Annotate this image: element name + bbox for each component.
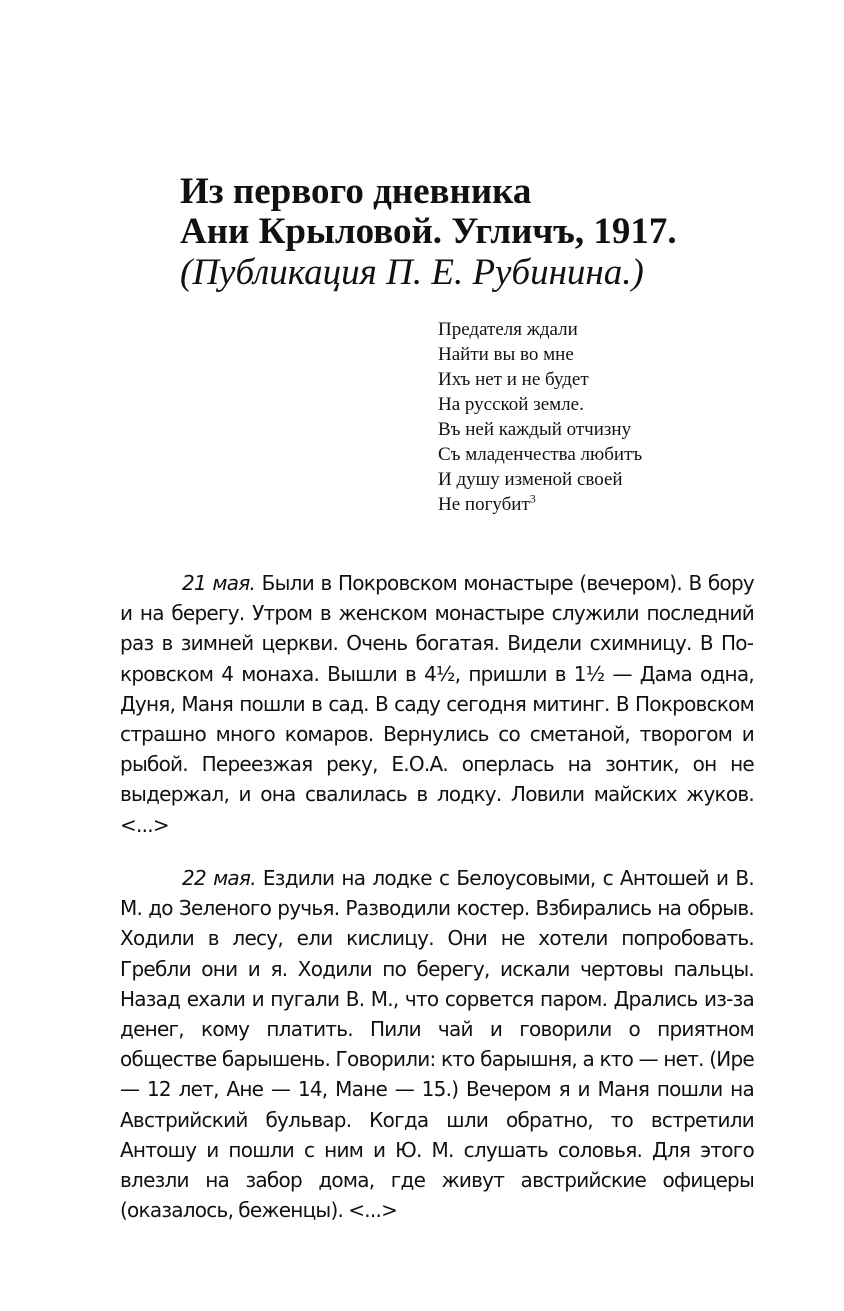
chapter-title-line-1: Из первого дневника xyxy=(180,171,532,212)
chapter-heading xyxy=(180,172,740,294)
poem-line: Съ младенчества любитъ xyxy=(438,444,643,465)
poem-line-last xyxy=(438,492,642,517)
diary-entry xyxy=(120,863,754,1225)
epigraph-poem xyxy=(438,317,642,517)
footnote-marker: 3 xyxy=(529,491,536,506)
poem-line: Предателя ждали xyxy=(438,319,578,340)
entry-date: 21 мая. xyxy=(182,571,256,595)
poem-line: И душу изменой своей xyxy=(438,469,623,490)
poem-line: Найти вы во мне xyxy=(438,344,574,365)
entry-date: 22 мая. xyxy=(182,866,256,890)
diary-entry xyxy=(120,568,754,840)
entry-text: Ездили на лодке с Белоусовыми, с Антошей и В. М. до Зеленого ручья. Разводили костер. Взбирались на обрыв. Ходили в лесу, ели кислицу. Они не хотели попробовать. Гребли они и я. Ходили по берегу, искали чертовы пальцы. Назад ехали и пугали В. М., что сорвется паром. Дрались из-за денег, кому платить. Пили чай и говорили о приятном обществе барышень. Говорили: кто барышня, а кто — нет. (Ире — 12 лет, Ане — 14, Мане — 15.) Вечером я и Маня пошли на Австрийский бульвар. Когда шли обратно, то встретили Антошу и пошли с ним и Ю. М. слушать соловья. Для этого влезли на забор дома, где живут австрийские офицеры (оказалось, беженцы). <...> xyxy=(120,866,754,1223)
poem-line: Ихъ нет и не будет xyxy=(438,369,589,390)
chapter-title-line-2: Ани Крыловой. Угличъ, 1917. xyxy=(180,211,677,252)
poem-line-text: Не погубит xyxy=(438,494,530,515)
entry-text: Были в Покровском монастыре (вечером). В бору и на берегу. Утром в женском монастыре служили последний раз в зимней церкви. Очень богатая. Видели схимницу. В Покровском 4 монаха. Вышли в 4½, пришли в 1½ — Дама одна, Дуня, Маня пошли в сад. В саду сегодня митинг. В Покровском страшно много комаров. Вернулись со сметаной, творогом и рыбой. Переезжая реку, Е.О.А. оперлась на зонтик, он не выдержал, и она свалилась в лодку. Ловили майских жуков. <...> xyxy=(120,571,755,837)
poem-line: Въ ней каждый отчизну xyxy=(438,419,632,440)
publication-credit: (Публикация П. Е. Рубинина.) xyxy=(180,252,644,293)
poem-line: На русской земле. xyxy=(438,394,584,415)
